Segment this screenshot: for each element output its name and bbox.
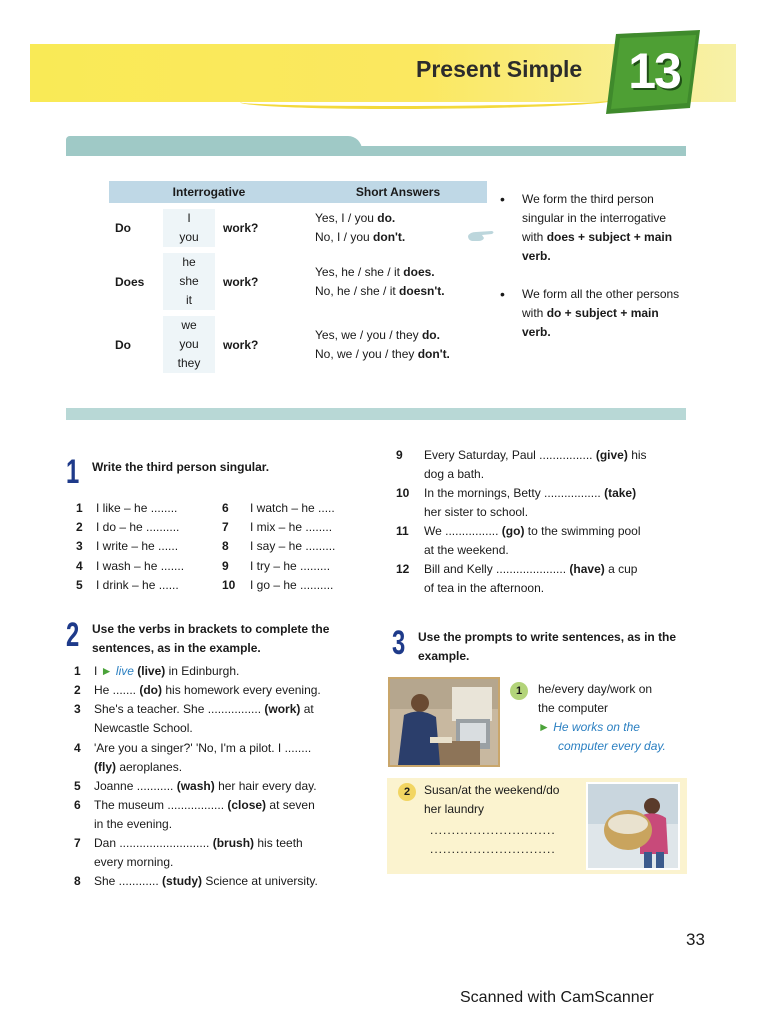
bullet-icon: • [500,191,505,207]
interrogative-header: Interrogative [109,181,309,206]
subject: we [181,318,197,332]
aux-verb: Do [109,206,163,250]
subjects [163,313,215,373]
grammar-row [109,313,487,373]
exercise-item: 9 I try – he ......... [222,558,331,573]
pointing-hand-icon [466,226,496,244]
grammar-table [109,181,487,373]
main-verb: work? [215,250,309,313]
exercise-item: 2 I do – he .......... [76,520,180,535]
subject: I [187,211,191,225]
short-answers-header: Short Answers [309,181,487,206]
exercise-item: 3 I write – he ...... [76,539,179,554]
exercise-item: 1 I like – he ........ [76,501,178,515]
subject: he [182,255,196,269]
short-answer: Yes, I / you do. No, I / you don't. [309,206,487,250]
header-swoosh [240,92,620,109]
grammar-box-bottom [66,408,686,420]
exercise-number: 3 [392,624,406,662]
scanner-watermark: Scanned with CamScanner [460,989,654,1006]
answer-blank[interactable]: ............................. [430,823,556,837]
item-number-badge: 1 [510,682,528,700]
subject: it [186,293,192,307]
exercise-item: 10 I go – he .......... [222,577,334,592]
grammar-row [109,206,487,250]
prompt-text: Susan/at the weekend/do her laundry [424,783,560,816]
exercise-instruction: Use the prompts to write sentences, as in the example. [418,630,677,663]
arrow-icon: ► [538,720,550,734]
prompt-text: he/every day/work on the computer ► He works on the computer every day. [538,682,666,753]
grammar-notes [500,190,680,361]
answer-blank[interactable]: ............................. [430,842,556,856]
main-verb: work? [215,313,309,373]
page-title: Present Simple [416,56,583,82]
bullet-icon: • [500,286,505,302]
item-number-badge: 2 [398,783,416,801]
grammar-note: • We form all the other persons with do + subject + main verb. [500,286,680,339]
subject: they [177,356,201,370]
subjects [163,206,215,250]
unit-badge [606,30,702,114]
exercise-number: 2 [66,616,80,654]
aux-verb: Does [109,250,163,313]
subject: she [179,274,199,288]
grammar-row [109,250,487,313]
exercise-item: 5 I drink – he ...... [76,577,179,592]
woman-with-laundry-basket-photo [586,782,680,870]
short-answer: Yes, he / she / it does. No, he / she / it doesn't. [309,250,487,313]
exercise-item: 4 I wash – he ....... [76,558,185,573]
exercise-instruction: Use the verbs in brackets to complete the sentences, as in the example. [92,622,330,655]
ex1-column-left [76,499,184,595]
aux-verb: Do [109,313,163,373]
man-at-computer-photo [388,677,500,767]
unit-number: 13 [628,43,680,99]
subject: you [179,337,199,351]
example-answer: live [115,664,134,678]
page-number: 33 [686,930,705,949]
main-verb: work? [215,206,309,250]
grammar-note: • We form the third person singular in the interrogative with does + subject + main verb. [500,191,673,263]
exercise-item: 8 I say – he ......... [222,539,336,554]
subject: you [179,230,199,244]
subjects [163,250,215,313]
short-answer: Yes, we / you / they do. No, we / you / they don't. [309,313,487,373]
exercise-item: 7 I mix – he ........ [222,520,333,535]
ex1-column-right [222,499,335,595]
exercise-instruction: Write the third person singular. [92,460,270,474]
arrow-icon: ► [100,664,113,678]
exercise-number: 1 [66,453,80,491]
exercise-item: 6 I watch – he ..... [222,501,335,515]
